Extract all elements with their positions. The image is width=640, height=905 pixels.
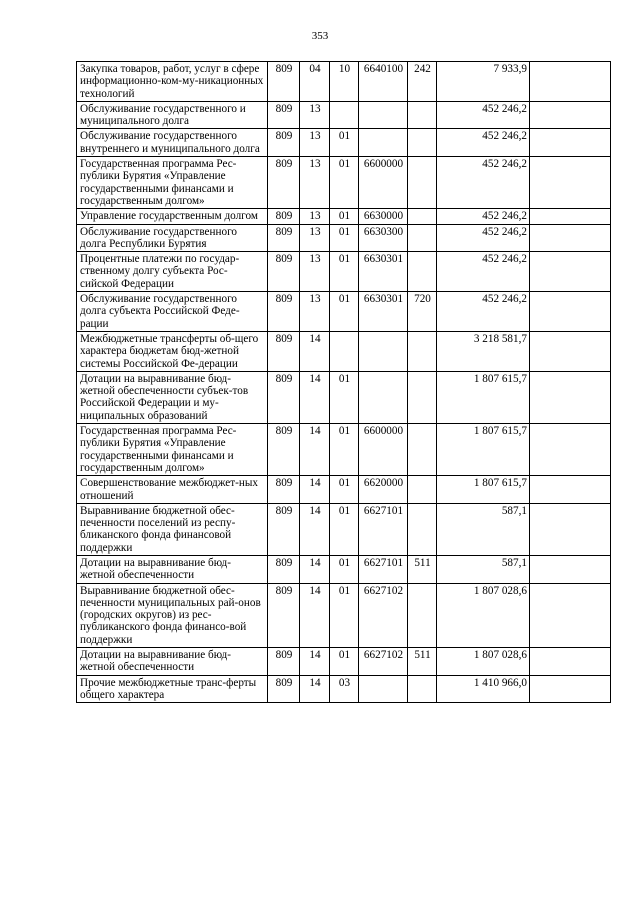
- row-name-cell: Государственная программа Рес-публики Бурятия «Управление государственными финансами и государственным долгом»: [77, 424, 268, 476]
- row-expense-type-cell: [408, 476, 437, 504]
- row-amount-cell: 452 246,2: [437, 101, 530, 129]
- row-amount-cell: 587,1: [437, 555, 530, 583]
- row-expense-type-cell: 242: [408, 62, 437, 102]
- row-target-article-cell: [359, 129, 408, 157]
- row-name-cell: Выравнивание бюджетной обес-печенности поселений из респу-бликанского фонда финансовой поддержки: [77, 503, 268, 555]
- row-extra-cell: [530, 129, 611, 157]
- row-amount-cell: 1 807 028,6: [437, 648, 530, 676]
- row-admin-code-cell: 809: [268, 555, 300, 583]
- row-extra-cell: [530, 101, 611, 129]
- table-row: [77, 555, 611, 583]
- row-extra-cell: [530, 331, 611, 371]
- row-extra-cell: [530, 648, 611, 676]
- row-amount-cell: 3 218 581,7: [437, 331, 530, 371]
- row-amount-cell: 452 246,2: [437, 157, 530, 209]
- row-name-cell: Обслуживание государственного долга субъекта Российской Феде-рации: [77, 292, 268, 332]
- row-admin-code-cell: 809: [268, 675, 300, 703]
- row-target-article-cell: 6627102: [359, 648, 408, 676]
- row-admin-code-cell: 809: [268, 209, 300, 224]
- row-subsection-cell: 01: [330, 252, 359, 292]
- row-target-article-cell: 6630000: [359, 209, 408, 224]
- row-expense-type-cell: 720: [408, 292, 437, 332]
- table-row: [77, 371, 611, 423]
- row-amount-cell: 1 807 615,7: [437, 424, 530, 476]
- row-target-article-cell: 6640100: [359, 62, 408, 102]
- row-name-cell: Дотации на выравнивание бюд-жетной обеспеченности: [77, 555, 268, 583]
- row-subsection-cell: 01: [330, 583, 359, 647]
- row-expense-type-cell: [408, 583, 437, 647]
- row-amount-cell: 452 246,2: [437, 224, 530, 252]
- row-section-cell: 14: [300, 583, 330, 647]
- row-expense-type-cell: [408, 101, 437, 129]
- row-name-cell: Дотации на выравнивание бюд-жетной обеспеченности: [77, 648, 268, 676]
- row-section-cell: 13: [300, 224, 330, 252]
- row-amount-cell: 452 246,2: [437, 292, 530, 332]
- row-amount-cell: 587,1: [437, 503, 530, 555]
- row-section-cell: 14: [300, 648, 330, 676]
- row-amount-cell: 1 807 615,7: [437, 476, 530, 504]
- row-extra-cell: [530, 503, 611, 555]
- row-subsection-cell: 01: [330, 209, 359, 224]
- row-section-cell: 13: [300, 157, 330, 209]
- row-admin-code-cell: 809: [268, 62, 300, 102]
- row-target-article-cell: 6627101: [359, 555, 408, 583]
- row-expense-type-cell: [408, 331, 437, 371]
- row-name-cell: Выравнивание бюджетной обес-печенности муниципальных рай-онов (городских округов) из рес-публиканского фонда финансо-вой поддержки: [77, 583, 268, 647]
- row-subsection-cell: 01: [330, 503, 359, 555]
- row-extra-cell: [530, 424, 611, 476]
- row-expense-type-cell: [408, 424, 437, 476]
- row-expense-type-cell: 511: [408, 648, 437, 676]
- row-amount-cell: 1 807 615,7: [437, 371, 530, 423]
- row-subsection-cell: 01: [330, 157, 359, 209]
- row-amount-cell: 1 410 966,0: [437, 675, 530, 703]
- row-subsection-cell: 01: [330, 129, 359, 157]
- row-section-cell: 14: [300, 331, 330, 371]
- row-section-cell: 13: [300, 101, 330, 129]
- row-extra-cell: [530, 583, 611, 647]
- row-expense-type-cell: 511: [408, 555, 437, 583]
- row-section-cell: 14: [300, 675, 330, 703]
- row-section-cell: 14: [300, 371, 330, 423]
- row-subsection-cell: 01: [330, 292, 359, 332]
- row-extra-cell: [530, 209, 611, 224]
- row-subsection-cell: 10: [330, 62, 359, 102]
- row-section-cell: 13: [300, 292, 330, 332]
- row-expense-type-cell: [408, 224, 437, 252]
- row-section-cell: 14: [300, 555, 330, 583]
- row-name-cell: Совершенствование межбюджет-ных отношений: [77, 476, 268, 504]
- table-row: [77, 101, 611, 129]
- row-admin-code-cell: 809: [268, 129, 300, 157]
- row-extra-cell: [530, 252, 611, 292]
- row-subsection-cell: 01: [330, 424, 359, 476]
- row-expense-type-cell: [408, 209, 437, 224]
- row-admin-code-cell: 809: [268, 331, 300, 371]
- row-admin-code-cell: 809: [268, 101, 300, 129]
- row-extra-cell: [530, 157, 611, 209]
- page-number: 353: [311, 30, 329, 42]
- row-expense-type-cell: [408, 371, 437, 423]
- row-name-cell: Прочие межбюджетные транс-ферты общего характера: [77, 675, 268, 703]
- row-amount-cell: 1 807 028,6: [437, 583, 530, 647]
- table-row: [77, 583, 611, 647]
- row-extra-cell: [530, 555, 611, 583]
- row-name-cell: Процентные платежи по государ-ственному долгу субъекта Рос-сийской Федерации: [77, 252, 268, 292]
- row-admin-code-cell: 809: [268, 157, 300, 209]
- row-extra-cell: [530, 292, 611, 332]
- row-name-cell: Государственная программа Рес-публики Бурятия «Управление государственными финансами и государственным долгом»: [77, 157, 268, 209]
- row-name-cell: Обслуживание государственного внутреннего и муниципального долга: [77, 129, 268, 157]
- row-admin-code-cell: 809: [268, 648, 300, 676]
- row-subsection-cell: 01: [330, 555, 359, 583]
- row-name-cell: Дотации на выравнивание бюд-жетной обеспеченности субъек-тов Российской Федерации и му-ниципальных образований: [77, 371, 268, 423]
- row-target-article-cell: [359, 675, 408, 703]
- row-admin-code-cell: 809: [268, 371, 300, 423]
- row-subsection-cell: [330, 331, 359, 371]
- row-target-article-cell: 6620000: [359, 476, 408, 504]
- table-row: [77, 157, 611, 209]
- row-amount-cell: 452 246,2: [437, 129, 530, 157]
- table-row: [77, 675, 611, 703]
- budget-table-body: [77, 62, 611, 703]
- row-target-article-cell: 6600000: [359, 157, 408, 209]
- row-extra-cell: [530, 224, 611, 252]
- row-target-article-cell: 6630301: [359, 252, 408, 292]
- row-name-cell: Управление государственным долгом: [77, 209, 268, 224]
- row-name-cell: Обслуживание государственного долга Республики Бурятия: [77, 224, 268, 252]
- table-row: [77, 252, 611, 292]
- row-subsection-cell: 03: [330, 675, 359, 703]
- row-target-article-cell: 6630301: [359, 292, 408, 332]
- row-section-cell: 13: [300, 129, 330, 157]
- row-extra-cell: [530, 675, 611, 703]
- row-target-article-cell: 6627102: [359, 583, 408, 647]
- row-subsection-cell: 01: [330, 371, 359, 423]
- row-extra-cell: [530, 371, 611, 423]
- table-row: [77, 476, 611, 504]
- row-expense-type-cell: [408, 129, 437, 157]
- row-extra-cell: [530, 62, 611, 102]
- row-expense-type-cell: [408, 157, 437, 209]
- row-admin-code-cell: 809: [268, 424, 300, 476]
- row-expense-type-cell: [408, 252, 437, 292]
- row-admin-code-cell: 809: [268, 476, 300, 504]
- row-admin-code-cell: 809: [268, 583, 300, 647]
- budget-table: [76, 61, 611, 703]
- table-row: [77, 424, 611, 476]
- row-admin-code-cell: 809: [268, 252, 300, 292]
- table-row: [77, 209, 611, 224]
- row-name-cell: Закупка товаров, работ, услуг в сфере информационно-ком-му-никационных технологий: [77, 62, 268, 102]
- row-amount-cell: 452 246,2: [437, 209, 530, 224]
- row-subsection-cell: [330, 101, 359, 129]
- row-target-article-cell: [359, 371, 408, 423]
- table-row: [77, 292, 611, 332]
- table-row: [77, 129, 611, 157]
- table-row: [77, 224, 611, 252]
- row-admin-code-cell: 809: [268, 503, 300, 555]
- row-name-cell: Межбюджетные трансферты об-щего характера бюджетам бюд-жетной системы Российской Фе-дерации: [77, 331, 268, 371]
- row-target-article-cell: [359, 331, 408, 371]
- row-amount-cell: 452 246,2: [437, 252, 530, 292]
- row-section-cell: 13: [300, 252, 330, 292]
- row-target-article-cell: 6627101: [359, 503, 408, 555]
- row-section-cell: 14: [300, 503, 330, 555]
- table-row: [77, 648, 611, 676]
- table-row: [77, 62, 611, 102]
- row-extra-cell: [530, 476, 611, 504]
- row-section-cell: 14: [300, 476, 330, 504]
- row-subsection-cell: 01: [330, 648, 359, 676]
- row-name-cell: Обслуживание государственного и муниципального долга: [77, 101, 268, 129]
- row-section-cell: 14: [300, 424, 330, 476]
- row-expense-type-cell: [408, 675, 437, 703]
- row-section-cell: 13: [300, 209, 330, 224]
- table-row: [77, 331, 611, 371]
- row-expense-type-cell: [408, 503, 437, 555]
- row-admin-code-cell: 809: [268, 292, 300, 332]
- row-target-article-cell: [359, 101, 408, 129]
- row-admin-code-cell: 809: [268, 224, 300, 252]
- table-row: [77, 503, 611, 555]
- row-target-article-cell: 6600000: [359, 424, 408, 476]
- row-subsection-cell: 01: [330, 224, 359, 252]
- row-target-article-cell: 6630300: [359, 224, 408, 252]
- row-section-cell: 04: [300, 62, 330, 102]
- row-amount-cell: 7 933,9: [437, 62, 530, 102]
- row-subsection-cell: 01: [330, 476, 359, 504]
